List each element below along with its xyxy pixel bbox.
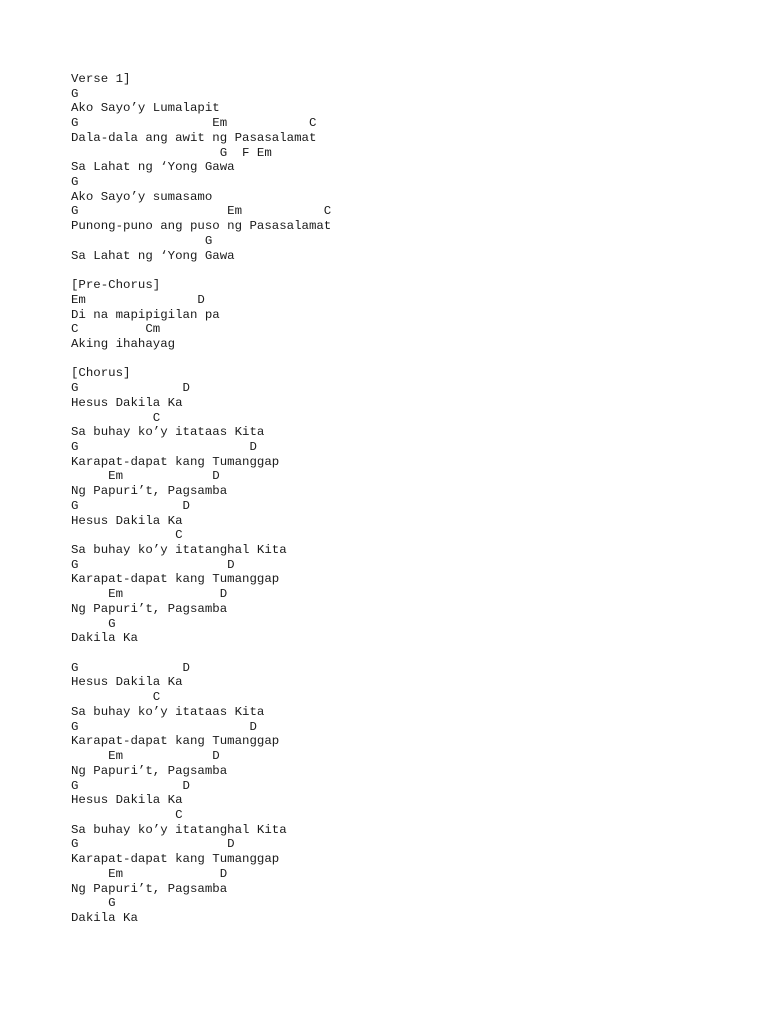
blank-line [71, 646, 761, 661]
lyric-line: Sa Lahat ng ‘Yong Gawa [71, 160, 235, 175]
section-label: [Pre-Chorus] [71, 278, 161, 293]
lyric-line: Sa buhay ko’y itataas Kita [71, 425, 265, 440]
chord-line: G D [71, 837, 235, 852]
section-label: [Chorus] [71, 366, 131, 381]
chord-line: C [71, 528, 183, 543]
lyric-line: Karapat-dapat kang Tumanggap [71, 734, 280, 749]
chord-line: G D [71, 557, 235, 572]
lyric-line: Hesus Dakila Ka [71, 793, 183, 808]
chord-line: G D [71, 719, 257, 734]
lyric-line: Dakila Ka [71, 910, 138, 925]
chord-line: G F Em [71, 145, 272, 160]
chord-line: Em D [71, 469, 220, 484]
chord-line: G D [71, 498, 190, 513]
lyric-line: Hesus Dakila Ka [71, 513, 183, 528]
lyric-line: Sa buhay ko’y itatanghal Kita [71, 543, 287, 557]
chord-line: Em D [71, 587, 228, 602]
lyric-line: Dala-dala ang awit ng Pasasalamat [71, 130, 317, 145]
lyric-line: Dakila Ka [71, 631, 138, 646]
chord-line: C Cm [71, 322, 161, 337]
chord-line: C [71, 690, 161, 705]
chord-line: G [71, 175, 79, 190]
chord-line: G Em C [71, 116, 317, 131]
lyric-line: Hesus Dakila Ka [71, 675, 183, 690]
lyric-line: Sa buhay ko’y itataas Kita [71, 704, 265, 719]
lyric-line: Ng Papuri’t, Pagsamba [71, 484, 228, 499]
lyric-line: Sa Lahat ng ‘Yong Gawa [71, 248, 235, 263]
lyric-line: Aking ihahayag [71, 336, 176, 351]
chord-line: G D [71, 439, 257, 454]
chord-line: G D [71, 381, 190, 396]
chord-line: G [71, 86, 79, 101]
lyric-line: Ng Papuri’t, Pagsamba [71, 881, 228, 896]
chord-line: G [71, 616, 116, 631]
lyric-line: Ako Sayo’y sumasamo [71, 189, 213, 204]
chord-line: C [71, 807, 183, 822]
blank-line [71, 352, 761, 367]
lyric-line: Ako Sayo’y Lumalapit [71, 101, 220, 116]
chord-line: G D [71, 778, 190, 793]
lyric-line: Karapat-dapat kang Tumanggap [71, 852, 280, 867]
chord-line: Em D [71, 292, 205, 307]
lyric-line: Karapat-dapat kang Tumanggap [71, 572, 280, 587]
chord-line: G [71, 896, 116, 911]
chord-line: G [71, 233, 213, 248]
chord-line: Em D [71, 749, 220, 764]
chord-line: C [71, 410, 161, 425]
chord-sheet [71, 72, 761, 926]
lyric-line: Karapat-dapat kang Tumanggap [71, 454, 280, 469]
chord-line: G Em C [71, 204, 332, 219]
chord-line: Em D [71, 866, 228, 881]
blank-line [71, 263, 761, 278]
section-label: Verse 1] [71, 72, 131, 86]
lyric-line: Ng Papuri’t, Pagsamba [71, 763, 228, 778]
chord-line: G D [71, 660, 190, 675]
lyric-line: Ng Papuri’t, Pagsamba [71, 601, 228, 616]
lyric-line: Sa buhay ko’y itatanghal Kita [71, 822, 287, 837]
lyric-line: Punong-puno ang puso ng Pasasalamat [71, 219, 332, 234]
lyric-line: Di na mapipigilan pa [71, 307, 220, 322]
lyric-line: Hesus Dakila Ka [71, 395, 183, 410]
